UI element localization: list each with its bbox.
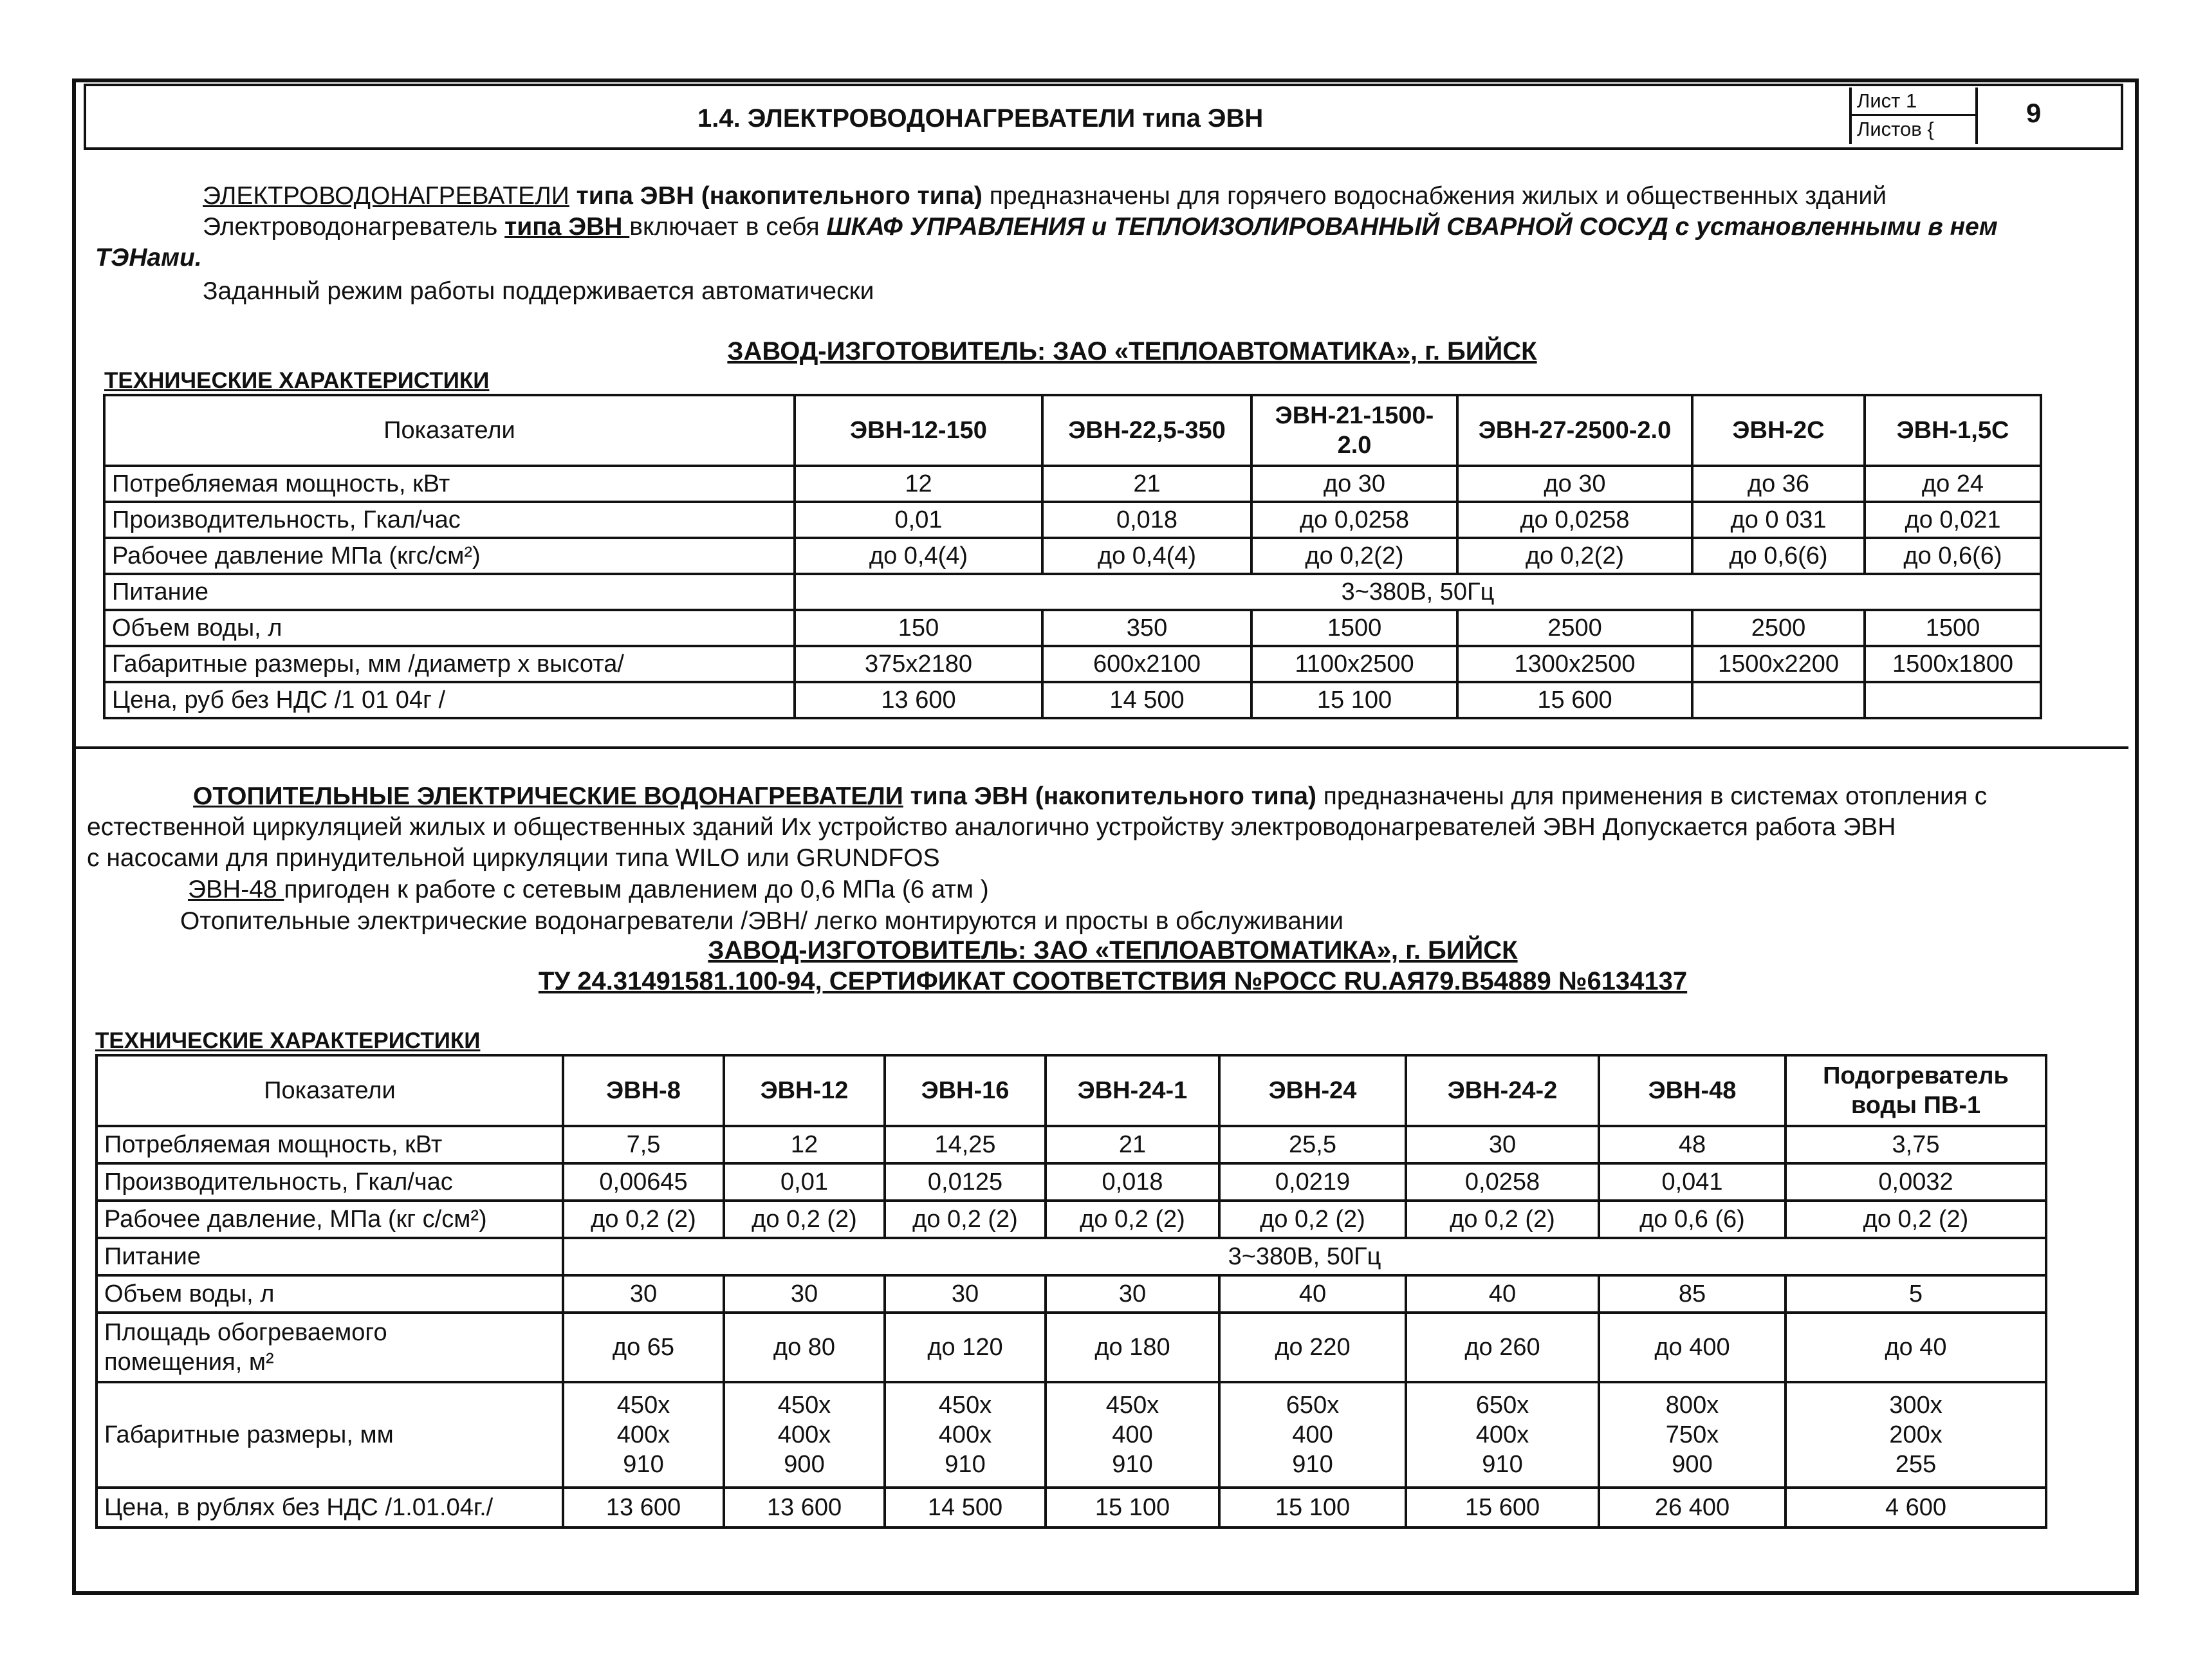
sheet-box: [1849, 88, 2055, 144]
section1-intro-line2: [203, 212, 1998, 242]
table-row: [104, 610, 2041, 646]
table-cell: 600x2100: [1042, 646, 1251, 682]
section2-intro-type: типа ЭВН: [903, 782, 1028, 810]
sheets-label: Листов {: [1849, 116, 1978, 144]
table-cell: 14 500: [1042, 682, 1251, 718]
row-label: Потребляемая мощность, кВт: [97, 1126, 563, 1163]
section-divider: [76, 746, 2128, 749]
section1-intro-line1: [203, 181, 1887, 211]
section1-spec-table: [103, 394, 2042, 719]
table-cell: 7,5: [563, 1126, 724, 1163]
table-cell: 14 500: [885, 1488, 1046, 1528]
section1-intro-term: ЭЛЕКТРОВОДОНАГРЕВАТЕЛИ: [203, 182, 569, 210]
section2-intro-kind: (накопительного типа): [1028, 782, 1316, 810]
table-cell: [1692, 682, 1865, 718]
column-header-model: ЭВН-16: [885, 1055, 1046, 1126]
table-cell: 450x 400x 910: [563, 1382, 724, 1488]
table-cell: до 180: [1046, 1313, 1219, 1382]
row-label: Рабочее давление, МПа (кг с/см²): [97, 1201, 563, 1238]
table-row: [97, 1163, 2046, 1201]
table-cell: [1865, 682, 2041, 718]
section1-intro-type: типа ЭВН: [569, 182, 694, 210]
column-header-model: ЭВН-24: [1219, 1055, 1406, 1126]
table-cell: 25,5: [1219, 1126, 1406, 1163]
section2-intro-line1: [193, 782, 1987, 811]
table-cell: до 0,2 (2): [885, 1201, 1046, 1238]
table-cell: до 400: [1599, 1313, 1786, 1382]
table-cell: 12: [724, 1126, 885, 1163]
table-cell: до 120: [885, 1313, 1046, 1382]
table-cell: 0,018: [1046, 1163, 1219, 1201]
table-cell: 2500: [1692, 610, 1865, 646]
table-cell: 650x 400 910: [1219, 1382, 1406, 1488]
table-row: [97, 1382, 2046, 1488]
table-cell: до 30: [1457, 466, 1692, 502]
section1-intro-vessel: ТЕПЛОИЗОЛИРОВАННЫЙ СВАРНОЙ СОСУД с установленными в нем: [1113, 213, 1998, 241]
table-header-row: [104, 395, 2041, 466]
table-cell: 0,0032: [1786, 1163, 2046, 1201]
column-header-model: Подогреватель воды ПВ-1: [1786, 1055, 2046, 1126]
column-header-model: ЭВН-24-1: [1046, 1055, 1219, 1126]
table-cell: 3~380В, 50Гц: [563, 1238, 2046, 1275]
section1-tech-heading: ТЕХНИЧЕСКИЕ ХАРАКТЕРИСТИКИ: [104, 368, 490, 393]
table-row-power: [97, 1238, 2046, 1275]
table-cell: 5: [1786, 1275, 2046, 1313]
row-label: Цена, руб без НДС /1 01 04г /: [104, 682, 795, 718]
table-cell: до 0,4(4): [795, 538, 1042, 574]
table-cell: 0,0219: [1219, 1163, 1406, 1201]
row-label: Потребляемая мощность, кВт: [104, 466, 795, 502]
table-cell: до 0,6(6): [1692, 538, 1865, 574]
column-header-parameter: Показатели: [104, 395, 795, 466]
table-cell: до 36: [1692, 466, 1865, 502]
table-cell: 13 600: [795, 682, 1042, 718]
table-row: [104, 682, 2041, 718]
table-cell: до 0,6 (6): [1599, 1201, 1786, 1238]
table-row: [97, 1126, 2046, 1163]
row-label: Питание: [97, 1238, 563, 1275]
section2-intro-line3: с насосами для принудительной циркуляции типа WILO или GRUNDFOS: [87, 844, 940, 872]
table-cell: 1100x2500: [1251, 646, 1457, 682]
table-cell: 450x 400x 910: [885, 1382, 1046, 1488]
row-label: Габаритные размеры, мм /диаметр х высота/: [104, 646, 795, 682]
table-cell: 150: [795, 610, 1042, 646]
page-header: [84, 84, 2123, 150]
table-cell: 0,041: [1599, 1163, 1786, 1201]
table-cell: 3,75: [1786, 1126, 2046, 1163]
table-row: [97, 1275, 2046, 1313]
section1-intro-cabinet: ШКАФ УПРАВЛЕНИЯ и: [826, 213, 1114, 241]
table-cell: 15 600: [1457, 682, 1692, 718]
table-cell: 48: [1599, 1126, 1786, 1163]
table-cell: 85: [1599, 1275, 1786, 1313]
table-cell: 30: [563, 1275, 724, 1313]
table-cell: 0,01: [724, 1163, 885, 1201]
column-header-model: ЭВН-22,5-350: [1042, 395, 1251, 466]
table-cell: до 0,4(4): [1042, 538, 1251, 574]
section1-intro-line3: ТЭНами.: [95, 244, 202, 272]
table-row: [104, 538, 2041, 574]
section1-manufacturer: ЗАВОД-ИЗГОТОВИТЕЛЬ: ЗАО «ТЕПЛОАВТОМАТИКА», г. БИЙСК: [727, 337, 1537, 365]
column-header-model: ЭВН-48: [1599, 1055, 1786, 1126]
section1-intro-text-2: включает в себя: [629, 213, 827, 241]
row-label: Питание: [104, 574, 795, 610]
table-cell: 15 100: [1046, 1488, 1219, 1528]
column-header-model: ЭВН-21-1500- 2.0: [1251, 395, 1457, 466]
section2-tech-heading: ТЕХНИЧЕСКИЕ ХАРАКТЕРИСТИКИ: [95, 1028, 481, 1053]
table-cell: до 65: [563, 1313, 724, 1382]
section2-intro-purpose: предназначены для применения в системах отопления с: [1316, 782, 1988, 810]
table-cell: 15 100: [1219, 1488, 1406, 1528]
table-cell: 1300x2500: [1457, 646, 1692, 682]
section2-intro-line4: [188, 875, 989, 905]
table-row: [104, 466, 2041, 502]
page-number: 9: [2026, 98, 2042, 128]
table-cell: 30: [1046, 1275, 1219, 1313]
table-row-power: [104, 574, 2041, 610]
table-cell: до 0,2 (2): [1406, 1201, 1599, 1238]
table-cell: 1500: [1865, 610, 2041, 646]
row-label: Площадь обогреваемого помещения, м²: [97, 1313, 563, 1382]
section2-intro-term: ОТОПИТЕЛЬНЫЕ ЭЛЕКТРИЧЕСКИЕ ВОДОНАГРЕВАТЕЛИ: [193, 782, 903, 810]
row-label: Рабочее давление МПа (кгс/см²): [104, 538, 795, 574]
table-cell: 30: [1406, 1126, 1599, 1163]
column-header-model: ЭВН-2С: [1692, 395, 1865, 466]
table-cell: 800x 750x 900: [1599, 1382, 1786, 1488]
table-cell: 0,0125: [885, 1163, 1046, 1201]
table-cell: 21: [1042, 466, 1251, 502]
table-cell: до 0,0258: [1457, 502, 1692, 538]
table-cell: до 0,2 (2): [724, 1201, 885, 1238]
table-row: [97, 1201, 2046, 1238]
table-cell: 40: [1406, 1275, 1599, 1313]
section1-intro-type-ref: типа ЭВН: [504, 213, 630, 241]
table-cell: 375x2180: [795, 646, 1042, 682]
row-label: Цена, в рублях без НДС /1.01.04г./: [97, 1488, 563, 1528]
section2-manufacturer: ЗАВОД-ИЗГОТОВИТЕЛЬ: ЗАО «ТЕПЛОАВТОМАТИКА», г. БИЙСК: [708, 936, 1518, 965]
page-title: 1.4. ЭЛЕКТРОВОДОНАГРЕВАТЕЛИ типа ЭВН: [697, 104, 1264, 133]
row-label: Объем воды, л: [97, 1275, 563, 1313]
table-cell: 2500: [1457, 610, 1692, 646]
column-header-model: ЭВН-27-2500-2.0: [1457, 395, 1692, 466]
section2-intro-line2: естественной циркуляцией жилых и общественных зданий Их устройство аналогично устройству электроводонагревателей ЭВН Допускается работа ЭВН: [87, 813, 1896, 841]
table-cell: 0,018: [1042, 502, 1251, 538]
table-cell: до 0,021: [1865, 502, 2041, 538]
table-cell: до 0 031: [1692, 502, 1865, 538]
table-cell: 1500x1800: [1865, 646, 2041, 682]
table-cell: 40: [1219, 1275, 1406, 1313]
column-header-model: ЭВН-24-2: [1406, 1055, 1599, 1126]
column-header-parameter: Показатели: [97, 1055, 563, 1126]
table-cell: 300x 200x 255: [1786, 1382, 2046, 1488]
column-header-model: ЭВН-1,5С: [1865, 395, 2041, 466]
table-cell: 450x 400x 900: [724, 1382, 885, 1488]
section1-intro-purpose: предназначены для горячего водоснабжения жилых и общественных зданий: [982, 182, 1887, 210]
column-header-model: ЭВН-8: [563, 1055, 724, 1126]
table-cell: 30: [885, 1275, 1046, 1313]
section2-spec-table: [95, 1054, 2047, 1529]
table-cell: до 0,2 (2): [563, 1201, 724, 1238]
table-cell: 14,25: [885, 1126, 1046, 1163]
table-cell: 4 600: [1786, 1488, 2046, 1528]
section2-intro-model: ЭВН-48: [188, 876, 284, 903]
row-label: Объем воды, л: [104, 610, 795, 646]
table-cell: 1500: [1251, 610, 1457, 646]
table-cell: 0,0258: [1406, 1163, 1599, 1201]
section2-intro-pressure: пригоден к работе с сетевым давлением до 0,6 МПа (6 атм ): [284, 876, 989, 903]
table-row: [104, 646, 2041, 682]
table-row: [97, 1313, 2046, 1382]
table-cell: 13 600: [724, 1488, 885, 1528]
table-cell: 15 100: [1251, 682, 1457, 718]
table-cell: до 220: [1219, 1313, 1406, 1382]
table-cell: до 0,2 (2): [1046, 1201, 1219, 1238]
table-cell: 21: [1046, 1126, 1219, 1163]
table-cell: до 0,2 (2): [1219, 1201, 1406, 1238]
table-cell: 3~380В, 50Гц: [795, 574, 2041, 610]
table-cell: до 0,2 (2): [1786, 1201, 2046, 1238]
section2-certificate: ТУ 24.31491581.100-94, СЕРТИФИКАТ СООТВЕТСТВИЯ №РОСС RU.АЯ79.В54889 №6134137: [538, 967, 1688, 995]
table-cell: 12: [795, 466, 1042, 502]
table-cell: 0,00645: [563, 1163, 724, 1201]
table-cell: 650x 400x 910: [1406, 1382, 1599, 1488]
table-cell: 13 600: [563, 1488, 724, 1528]
section1-intro-kind: (накопительного типа): [694, 182, 983, 210]
table-cell: до 24: [1865, 466, 2041, 502]
table-cell: 15 600: [1406, 1488, 1599, 1528]
table-cell: 350: [1042, 610, 1251, 646]
table-cell: 30: [724, 1275, 885, 1313]
table-row: [97, 1488, 2046, 1528]
section1-intro-line4: Заданный режим работы поддерживается автоматически: [203, 277, 874, 305]
table-cell: до 30: [1251, 466, 1457, 502]
table-cell: до 0,0258: [1251, 502, 1457, 538]
section1-intro-text: Электроводонагреватель: [203, 213, 505, 241]
table-row: [104, 502, 2041, 538]
table-cell: до 260: [1406, 1313, 1599, 1382]
column-header-model: ЭВН-12-150: [795, 395, 1042, 466]
section2-intro-line5: Отопительные электрические водонагреватели /ЭВН/ легко монтируются и просты в обслуживании: [180, 907, 1344, 935]
table-cell: 0,01: [795, 502, 1042, 538]
row-label: Габаритные размеры, мм: [97, 1382, 563, 1488]
table-cell: 26 400: [1599, 1488, 1786, 1528]
sheet-label: Лист 1: [1849, 88, 1978, 116]
table-cell: до 80: [724, 1313, 885, 1382]
table-cell: 1500x2200: [1692, 646, 1865, 682]
table-cell: до 40: [1786, 1313, 2046, 1382]
table-cell: до 0,2(2): [1251, 538, 1457, 574]
row-label: Производительность, Гкал/час: [97, 1163, 563, 1201]
column-header-model: ЭВН-12: [724, 1055, 885, 1126]
table-cell: 450x 400 910: [1046, 1382, 1219, 1488]
row-label: Производительность, Гкал/час: [104, 502, 795, 538]
table-header-row: [97, 1055, 2046, 1126]
table-cell: до 0,2(2): [1457, 538, 1692, 574]
table-cell: до 0,6(6): [1865, 538, 2041, 574]
